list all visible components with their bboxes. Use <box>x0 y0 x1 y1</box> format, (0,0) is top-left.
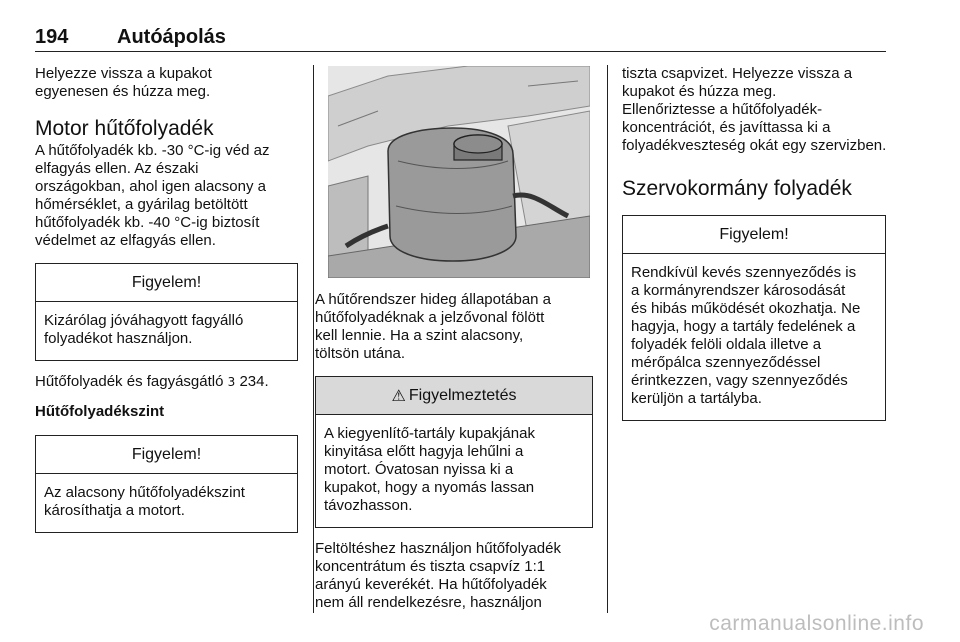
section-title-coolant: Motor hűtőfolyadék <box>35 117 214 140</box>
page-number: 194 <box>35 26 69 48</box>
subheading-coolant-level: Hűtőfolyadékszint <box>35 403 165 420</box>
cross-reference <box>35 373 298 391</box>
warning-triangle-icon: ⚠ <box>391 387 406 405</box>
notice-title: Figyelem! <box>36 436 297 474</box>
notice-box-antifreeze <box>35 263 298 361</box>
refill-continued-paragraph: tiszta csapvizet. Helyezze vissza a kupakot és húzza meg. Ellenőriztesse a hűtőfolyadék- koncentrációt, és javíttassa ki a folyadékveszteség okát egy szervizben. <box>622 65 887 154</box>
reference-page: 234. <box>239 373 269 390</box>
notice-title: Figyelem! <box>36 264 297 302</box>
notice-box-low-coolant <box>35 435 298 533</box>
coolant-reservoir-photo <box>328 66 590 278</box>
warning-title: Figyelmeztetés <box>408 386 517 404</box>
column-1 <box>35 65 298 533</box>
notice-box-power-steering <box>622 215 886 421</box>
warning-header <box>316 377 592 415</box>
warning-box <box>315 376 593 528</box>
refill-paragraph: Feltöltéshez használjon hűtőfolyadék koncentrátum és tiszta csapvíz 1:1 arányú keverékét. Ha hűtőfolyadék nem áll rendelkezésre, használjon <box>315 540 561 611</box>
section-title-power-steering: Szervokormány folyadék <box>622 177 852 200</box>
notice-text: Az alacsony hűtőfolyadékszint károsíthatja a motort. <box>44 484 245 519</box>
coolant-level-paragraph: A hűtőrendszer hideg állapotában a hűtőfolyadéknak a jelzővonal fölött kell lennie. Ha a szint alacsony, töltsön utána. <box>315 291 552 362</box>
notice-text: Kizárólag jóváhagyott fagyálló folyadékot használjon. <box>44 312 244 347</box>
notice-text: Rendkívül kevés szennyeződés is a kormányrendszer károsodását és hibás működését okozhatja. Ne hagyja, hogy a tartály fedelének a folyadék felöli oldala illetve a mérőpálca szennyeződéssel érintkezzen, vagy szennyeződés kerüljön a tartályba. <box>631 264 861 407</box>
reference-text: Hűtőfolyadék és fagyásgátló <box>35 373 224 390</box>
page-header <box>35 26 886 52</box>
column-3 <box>608 65 887 421</box>
notice-title: Figyelem! <box>623 216 885 254</box>
intro-paragraph: Helyezze vissza a kupakot egyenesen és húzza meg. <box>35 65 212 100</box>
reference-arrow-icon: 3 <box>227 375 236 389</box>
coolant-paragraph: A hűtőfolyadék kb. -30 °C-ig véd az elfagyás ellen. Az északi országokban, ahol igen alacsony a hőmérséklet, a gyárilag betöltött hűtőfolyadék kb. -40 °C-ig biztosít védelmet az elfagyás ellen. <box>35 142 270 249</box>
column-2 <box>313 291 593 612</box>
watermark: carmanualsonline.info <box>709 612 924 635</box>
warning-text: A kiegyenlítő-tartály kupakjának kinyitása előtt hagyja lehűlni a motort. Óvatosan nyissa ki a kupakot, hogy a nyomás lassan távozhasson. <box>324 425 535 514</box>
engine-illustration <box>328 66 590 278</box>
running-title: Autóápolás <box>117 26 226 48</box>
